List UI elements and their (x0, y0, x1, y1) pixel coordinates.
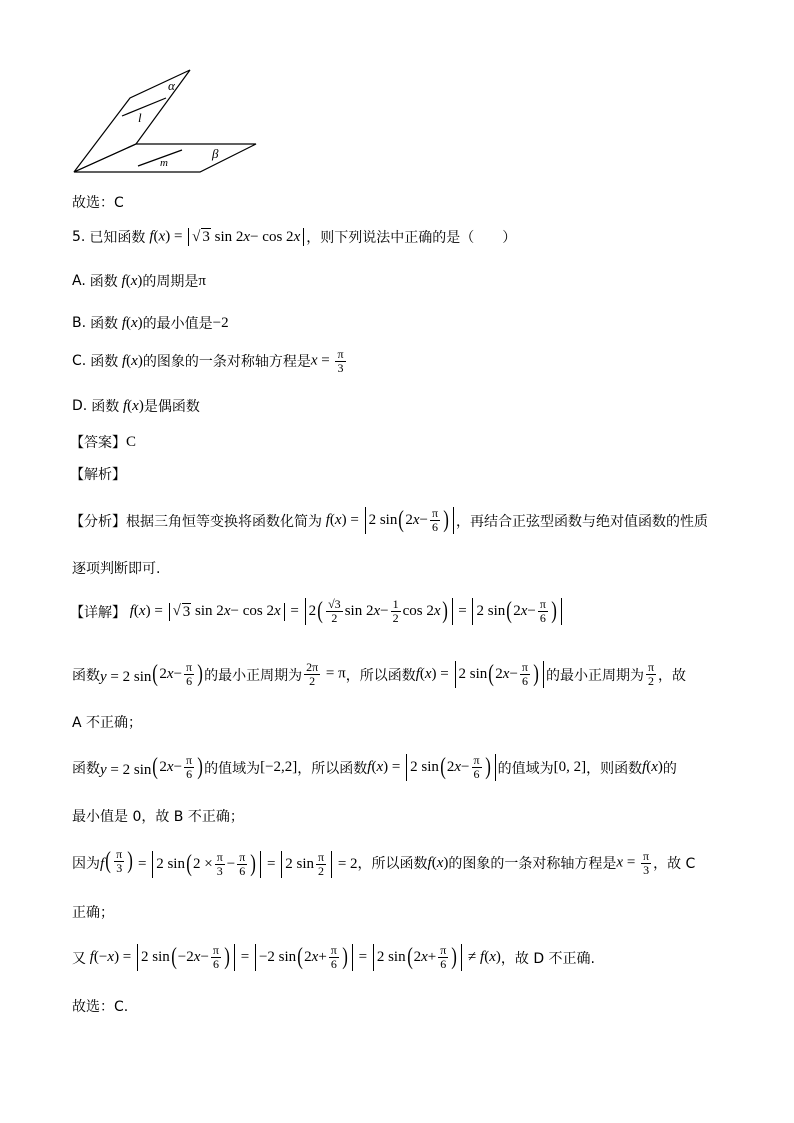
para-4: 又 f(−x) = 2 sin ( −2 x − $\frac{\pi}{6}$ ) = −2 sin ( 2 x + $\frac{\pi}{6}$ ) = 2 sin ( 2 x + $\frac{\pi}{6}$ ) ≠ f(x) ，故 D 不正确. (72, 944, 595, 971)
option-b-value: −2 (212, 314, 229, 331)
p2-mid4: ，则函数 (586, 760, 643, 777)
q-pre: 已知函数 (89, 230, 146, 246)
q-number: 5. (72, 229, 86, 245)
option-a-label: A. (72, 273, 86, 289)
answer-value: C (126, 433, 137, 450)
final-answer: 故选：C. (72, 999, 129, 1015)
fenxi-line: 【分析】 根据三角恒等变换将函数化简为 f(x) = 2 sin ( 2 x − $\frac{\pi}{6}$ ) ，再结合正弦型函数与绝对值函数的性质 (70, 507, 708, 534)
p1-pre: 函数 (72, 667, 100, 684)
p2-mid3: 的值域为 (497, 760, 554, 777)
q-post: ，则下列说法中正确的是（ ） (306, 230, 517, 246)
option-b-post: 的最小值是 (142, 316, 213, 332)
option-c: C. 函数 f(x) 的图象的一条对称轴方程是 x = $\frac{\pi}{3}$ (72, 347, 344, 375)
p1-end: ，故 (658, 667, 687, 684)
p4-pre: 又 (72, 950, 86, 967)
option-b: B. 函数 f(x) 的最小值是 −2 (72, 314, 229, 332)
p1-mid1: 的最小正周期为 (204, 667, 303, 684)
p3-mid2: 的图象的一条对称轴方程是 (448, 856, 617, 872)
option-c-post: 的图象的一条对称轴方程是 (142, 354, 311, 371)
answer-line (70, 432, 136, 452)
option-c-label: C. (72, 353, 87, 370)
fenxi-tag: 【分析】 (70, 513, 126, 530)
option-d-label: D. (72, 398, 88, 414)
option-c-pre: 函数 (90, 354, 119, 371)
p2-pre: 函数 (72, 760, 100, 777)
para-3: 因为 f ( $\frac{\pi}{3}$ ) = 2 sin ( 2 × $\frac{\pi}{3}$ − $\frac{\pi}{6}$ ) = 2 sin $\frac{\pi}{2}$ = 2 ，所以函数 f(x) 的图象的一条对称轴方程是 x = $\frac{\pi}{3}$ ，故 C (72, 848, 695, 878)
label-m: m (160, 157, 168, 169)
p4-end: ，故 D 不正确. (500, 950, 596, 967)
option-d: D. 函数 f(x) 是偶函数 (72, 397, 200, 415)
p3-mid: ，所以函数 (357, 856, 428, 872)
q-formula: f(x) = √ 3 sin 2 x − cos 2 x (149, 228, 306, 246)
p2-mid1: 的值域为 (204, 760, 261, 777)
p2-range1: [−2,2] (260, 759, 298, 775)
fenxi-post: ，再结合正弦型函数与绝对值函数的性质 (456, 513, 709, 530)
option-b-label: B. (72, 315, 87, 331)
option-a-post: 的周期是 (142, 274, 199, 290)
answer-tag: 【答案】 (70, 435, 126, 451)
option-d-pre: 函数 (91, 399, 120, 415)
p2-mid2: ，所以函数 (297, 760, 368, 777)
option-a: A. 函数 f(x) 的周期是 π (72, 272, 206, 290)
fenxi-pre: 根据三角恒等变换将函数化简为 (126, 513, 322, 530)
option-a-value: π (198, 272, 206, 289)
p1-mid3: 的最小正周期为 (545, 667, 644, 684)
choose-c-line: 故选：C (72, 195, 124, 211)
option-a-pre: 函数 (89, 274, 118, 290)
p3-pre: 因为 (72, 856, 100, 872)
xiangjie-tag: 【详解】 (70, 604, 126, 621)
label-beta: β (212, 146, 219, 161)
para-2-cont: 最小值是 0，故 B 不正确； (72, 809, 244, 825)
para-1-cont: A 不正确； (72, 715, 143, 731)
question-5 (72, 227, 516, 247)
p2-range2: [0, 2] (553, 759, 587, 775)
label-alpha: α (168, 78, 175, 93)
xiangjie-line: 【详解】 f(x) = √ 3 sin 2 x − cos 2 x = 2 ( $\frac{√3}{2}$ sin 2 x − $\frac{1}{2}$ cos 2 x ) = 2 sin ( 2 x − $\frac{\pi}{6}$ ) (70, 598, 564, 625)
para-2: 函数 y = 2 sin( 2 x − $\frac{\pi}{6}$ ) 的值域为 [−2,2] ，所以函数 f(x) = 2 sin ( 2 x − $\frac{\pi}{6}$ ) 的值域为 [0, 2] ，则函数 f(x) 的 (72, 754, 677, 781)
label-l: l (138, 110, 142, 125)
fenxi-continued: 逐项判断即可. (72, 561, 161, 577)
option-b-pre: 函数 (90, 316, 119, 332)
p1-mid2: ，所以函数 (345, 667, 416, 684)
analysis-tag: 【解析】 (70, 467, 126, 483)
p3-end: ，故 C (653, 856, 696, 872)
para-1: 函数 y = 2 sin( 2 x − $\frac{\pi}{6}$ ) 的最小正周期为 $\frac{2\pi}{2}$ = π ，所以函数 f(x) = 2 sin ( 2 x − $\frac{\pi}{6}$ ) 的最小正周期为 $\frac{\pi}{2}$ ，故 (72, 661, 686, 688)
para-3-cont: 正确； (72, 905, 114, 921)
planes-figure (70, 68, 260, 176)
option-d-post: 是偶函数 (143, 399, 200, 415)
p2-end: 的 (662, 760, 677, 777)
